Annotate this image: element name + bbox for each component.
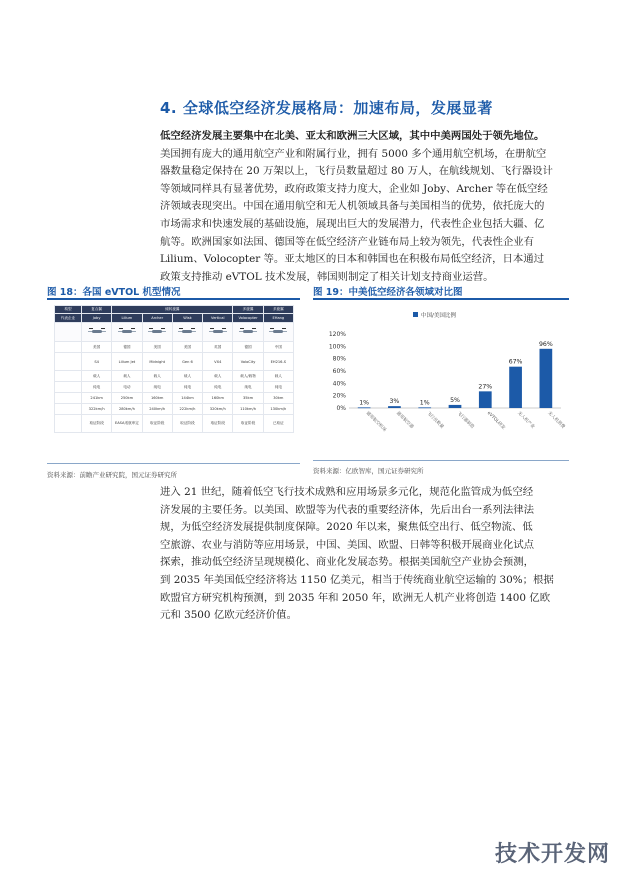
paragraph-1-line: 美国拥有庞大的通用航空产业和附属行业，拥有 5000 多个通用航空机场，在册航空 [160,147,547,160]
paragraph-1-line: 器数量稳定保持在 20 万架以上，飞行员数量超过 80 万人，在航线规划、飞行器设计 [160,165,553,178]
bar [418,407,431,408]
paragraph-2-line: 规，为低空经济发展提供制度保障。2020 年以来，聚焦低空出行、低空物流、低 [160,521,533,534]
aircraft-image [142,323,172,342]
figure-18-bottom-rule [47,463,300,464]
table-cell: 已取证 [263,415,293,433]
x-tick-label: 飞行员数量 [425,410,445,430]
table-cell: 载人 [82,371,112,382]
paragraph-2-line: 探索，推动低空经济呈现规模化、商业化发展态势。根据美国航空产业协会预测， [160,556,535,569]
x-tick-label: 无人机产业 [516,410,536,430]
table-cell: 载人 [203,371,233,382]
aircraft-image [203,323,233,342]
table-row-label: 代表企业 [55,314,82,323]
table-cell: 35km [233,393,263,404]
paragraph-1-line: 政策支持推动 eVTOL 技术发展，韩国则制定了相关计划支持商业运营。 [160,270,494,283]
paragraph-2-line: 到 2035 年美国低空经济将达 1150 亿美元，相当于传统商业航空运输的 30%；根据 [160,573,554,586]
table-row [55,371,294,382]
y-tick-label: 0% [336,405,346,412]
table-cell: 322km/h [82,404,112,415]
x-tick-label: 无人机消费 [546,410,566,430]
table-cell: 280km/h [112,404,142,415]
table-cell: 纯电 [263,382,293,393]
y-tick-label: 40% [332,380,346,388]
table-cell: 纯电 [172,382,202,393]
bar-data-label: 5% [450,396,460,404]
table-cell: Archer [142,314,172,323]
x-tick-label: eVTOL研发 [485,410,506,431]
bar-data-label: 3% [389,398,400,406]
table-cell: 222km/h [172,404,202,415]
table-cell: 纯电 [233,382,263,393]
table-cell: 德国 [233,342,263,353]
table-cell: Joby [82,314,112,323]
table-row-label [55,323,82,342]
table-cell: 144km [172,393,202,404]
table-row [55,404,294,415]
table-cell: 中国 [263,342,293,353]
figure-19-source: 资料来源：亿欧智库，国元证券研究所 [313,467,424,475]
table-cell: 160km [142,393,172,404]
legend-swatch [413,312,418,317]
table-row [55,382,294,393]
table-cell: 160km [203,393,233,404]
table-group-header: 倾转旋翼 [112,306,233,314]
table-cell: S4 [82,353,112,371]
table-cell: 美国 [172,342,202,353]
y-tick-label: 20% [332,392,346,400]
table-cell: 载人/载物 [233,371,263,382]
table-row-label: 国家 [55,342,82,353]
paragraph-1-lead: 低空经济发展主要集中在北美、亚太和欧洲三大区域，其中中美两国处于领先地位。 [160,130,545,142]
table-cell: 30km [263,393,293,404]
table-cell: 240km/h [142,404,172,415]
paragraph-1-line: 市场需求和快速发展的基础设施，展现出巨大的发展潜力，代表性企业包括大疆、亿 [160,217,545,230]
table-row [55,342,294,353]
x-tick-label: 通用航空器 [395,410,415,430]
table-cell: 美国 [82,342,112,353]
table-row-label: 巡航速度 [55,404,82,415]
paragraph-2 [160,484,560,625]
table-corner: 构型 [55,306,82,314]
figure-18-rule [47,298,300,300]
table-cell: 241km [82,393,112,404]
figure-19-bottom-rule [313,460,569,461]
table-group-row [55,306,294,314]
table-cell: 320km/h [203,404,233,415]
y-tick-label: 60% [332,368,346,375]
table-row [55,353,294,371]
section-title: 4. 全球低空经济发展格局：加速布局，发展显著 [160,99,493,117]
legend-label: 中国/美国比例 [421,313,456,319]
paragraph-1-line: Lilium、Volocopter 等。亚太地区的日本和韩国也在积极布局低空经济，日本通过 [160,253,545,266]
aircraft-image [233,323,263,342]
table-cell: Lilium [112,314,142,323]
bar [479,391,492,408]
y-tick-label: 100% [328,343,346,351]
bar-data-label: 1% [419,399,430,407]
table-cell: EHang [263,314,293,323]
table-cell: 取证阶段 [142,415,172,433]
watermark: 技术开发网 [494,842,610,867]
table-cell: Lilium Jet [112,353,142,371]
table-cell: Wisk [172,314,202,323]
table-row-label: 动力 [55,382,82,393]
table-row-label: 产品型号 [55,353,82,371]
table-cell: 取证阶段 [203,415,233,433]
table-cell: 载人 [142,371,172,382]
table-cell: 载人 [263,371,293,382]
bar-data-label: 96% [538,340,553,348]
table-cell: Gen 6 [172,353,202,371]
bar-data-label: 27% [478,383,493,391]
paragraph-2-line: 进入 21 世纪，随着低空飞行技术成熟和应用场景多元化，规范化监管成为低空经 [160,486,534,498]
figure-18-source: 资料来源：前瞻产业研究院，国元证券研究所 [47,471,177,479]
paragraph-1 [160,128,560,286]
paragraph-1-line: 济领域表现突出。中国在通用航空和无人机领域具备与美国相当的优势，依托庞大的 [160,200,545,213]
aircraft-image [172,323,202,342]
evtol-table [54,305,294,433]
bar-data-label: 1% [359,399,370,407]
figure-19-chart [313,300,569,460]
table-cell: EH216-S [263,353,293,371]
table-cell: 250km [112,393,142,404]
table-cell: EASA适航审定 [112,415,142,433]
table-row [55,393,294,404]
table-row-label: 适航进展 [55,415,82,433]
aircraft-image [82,323,112,342]
bar [388,406,401,408]
y-tick-label: 120% [328,331,346,338]
table-cell: 110km/h [233,404,263,415]
x-tick-label: 通用航空机场 [364,410,387,434]
table-names-row [55,314,294,323]
table-cell: 取证阶段 [82,415,112,433]
paragraph-2-line: 济发展的主要任务。以美国、欧盟等为代表的重要经济体，先后出台一系列法律法 [160,503,535,516]
bar-data-label: 67% [508,358,523,366]
table-cell: 取证阶段 [172,415,202,433]
paragraph-2-line: 元和 3500 亿欧元经济价值。 [160,609,297,622]
bar [358,407,371,408]
figure-18-title: 图 18：各国 eVTOL 机型情况 [47,287,181,298]
table-cell: 纯电 [82,382,112,393]
table-cell: VX4 [203,353,233,371]
table-row-label: 座位 [55,371,82,382]
table-group-header: 多旋翼 [233,306,263,314]
table-cell: 美国 [142,342,172,353]
table-cell: 载人 [112,371,142,382]
table-cell: 130km/h [263,404,293,415]
table-row-label: 续航 [55,393,82,404]
table-group-header: 复合翼 [82,306,112,314]
table-image-row [55,323,294,342]
table-group-header: 多旋翼 [263,306,293,314]
bar [509,367,522,408]
table-cell: 载人 [172,371,202,382]
table-cell: 德国 [112,342,142,353]
table-cell: Volocopter [233,314,263,323]
figure-19-title: 图 19：中美低空经济各领域对比图 [313,287,463,298]
paragraph-2-line: 空旅游、农业与消防等应用场景，中国、美国、欧盟、日韩等积极开展商业化试点 [160,538,535,551]
table-cell: Midnight [142,353,172,371]
paragraph-2-line: 欧盟官方研究机构预测，到 2035 年和 2050 年，欧洲无人机产业将创造 1400 亿欧 [160,591,551,604]
table-cell: 纯电 [142,382,172,393]
bar [449,405,462,408]
table-cell: 纯电 [203,382,233,393]
table-cell: 电动 [112,382,142,393]
table-cell: Vertical [203,314,233,323]
x-tick-label: 飞行器制造 [455,410,475,430]
aircraft-image [263,323,293,342]
table-cell: 取证阶段 [233,415,263,433]
aircraft-image [112,323,142,342]
table-row [55,415,294,433]
paragraph-1-line: 航等。欧洲国家如法国、德国等在低空经济产业链布局上较为领先，代表性企业有 [160,235,535,248]
y-tick-label: 80% [332,355,346,363]
bar [539,349,552,408]
paragraph-1-line: 等领域同样具有显著优势，政府政策支持力度大，企业如 Joby、Archer 等在低空经 [160,182,548,195]
table-cell: 英国 [203,342,233,353]
table-cell: VoloCity [233,353,263,371]
